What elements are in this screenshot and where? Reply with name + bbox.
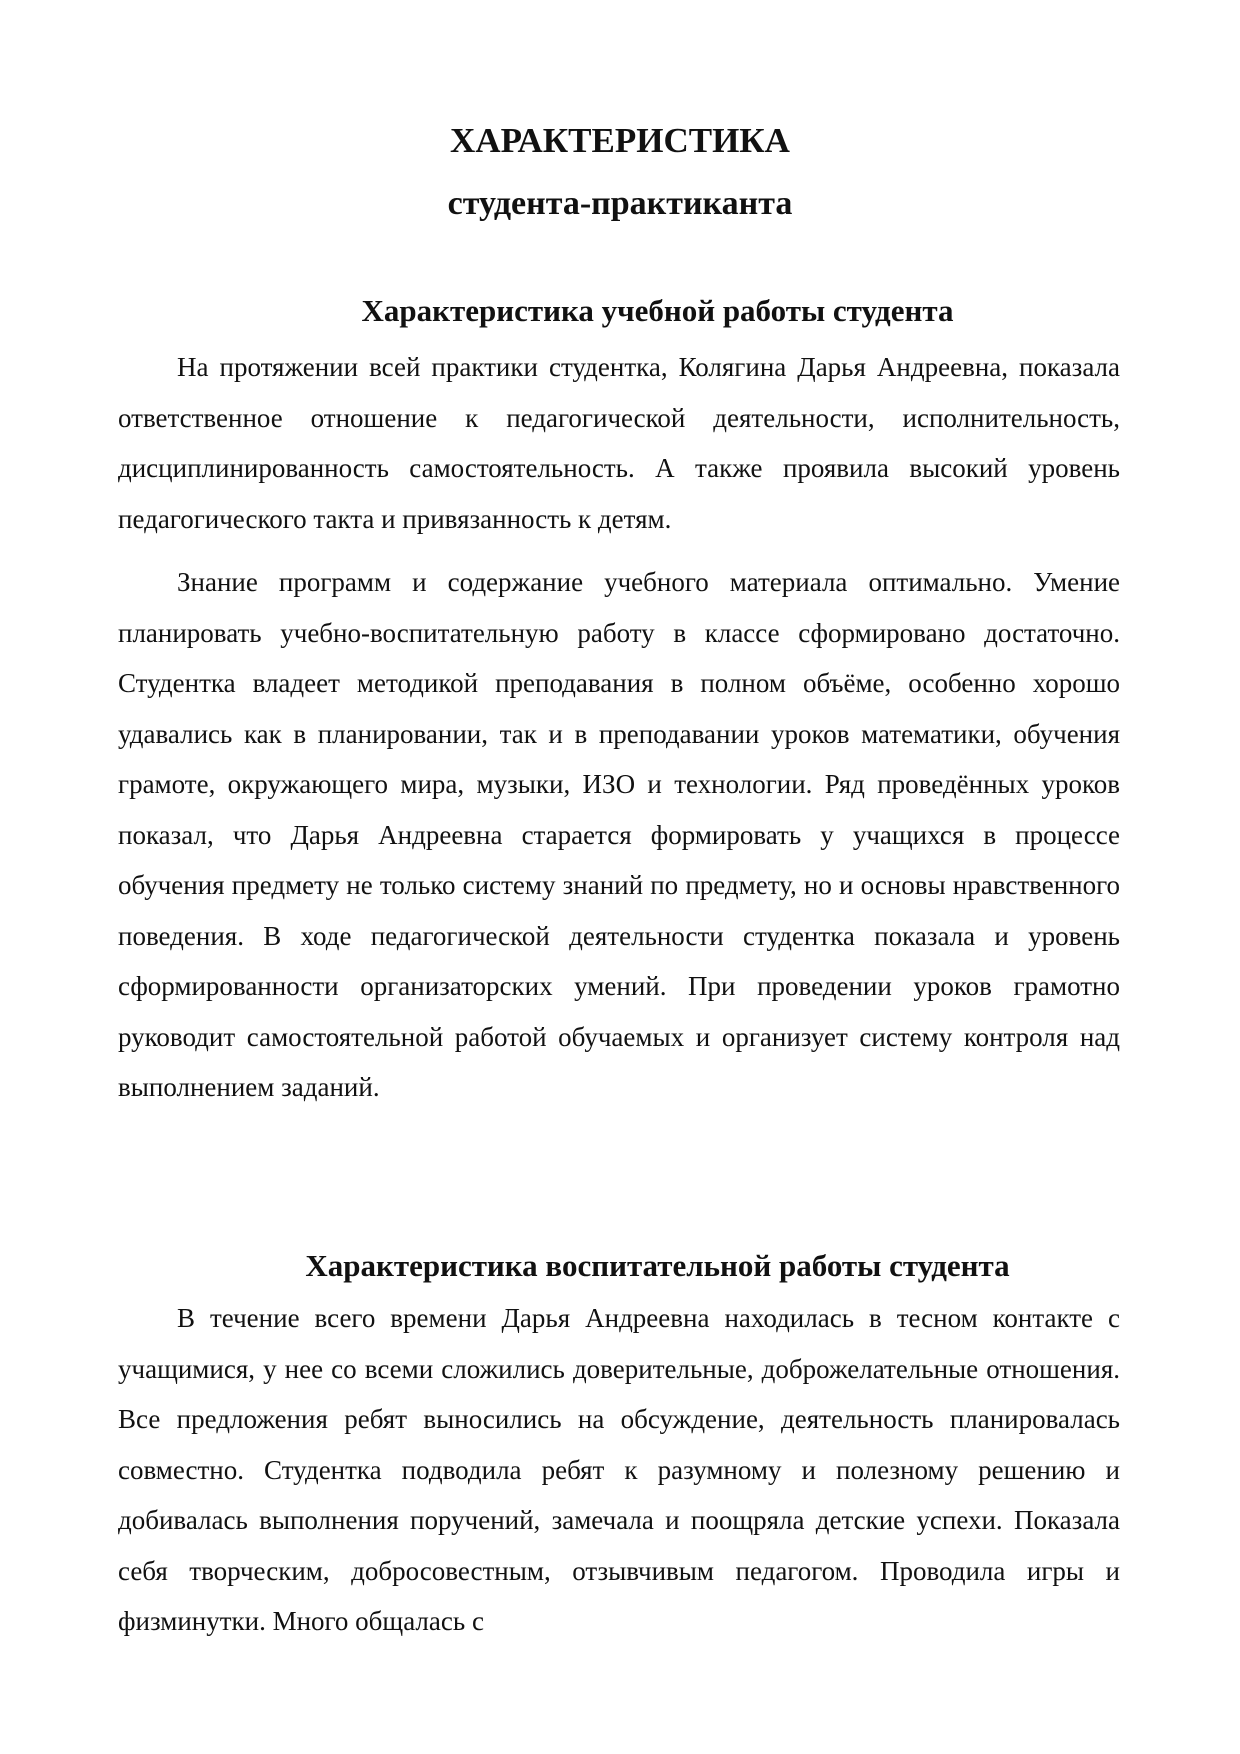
section-heading-study: Характеристика учебной работы студента (361, 293, 954, 328)
document-title: ХАРАКТЕРИСТИКА (450, 121, 790, 160)
paragraph-study-2: Знание программ и содержание учебного материала оптимально. Умение планировать учебно-воспитательную работу в классе сформировано достаточно. Студентка владеет методикой преподавания в полном объёме, особенно хорошо удавались как в планировании, так и в преподавании уроков математики, обучения грамоте, окружающего мира, музыки, ИЗО и технологии. Ряд проведённых уроков показал, что Дарья Андреевна старается формировать у учащихся в процессе обучения предмету не только систему знаний по предмету, но и основы нравственного поведения. В ходе педагогической деятельности студентка показала и уровень сформированности организаторских умений. При проведении уроков грамотно руководит самостоятельной работой обучаемых и организует систему контроля над выполнением заданий. (118, 567, 1120, 1102)
paragraph-education-1: В течение всего времени Дарья Андреевна находилась в тесном контакте с учащимися, у нее со всеми сложились доверительные, доброжелательные отношения. Все предложения ребят выносились на обсуждение, деятельность планировалась совместно. Студентка подводила ребят к разумному и полезному решению и добивалась выполнения поручений, замечала и поощряла детские успехи. Показала себя творческим, добросовестным, отзывчивым педагогом. Проводила игры и физминутки. Много общалась с (118, 1303, 1120, 1636)
document-subtitle: студента-практиканта (447, 185, 793, 222)
section-heading-education: Характеристика воспитательной работы студента (305, 1248, 1010, 1283)
paragraph-study-1: На протяжении всей практики студентка, Колягина Дарья Андреевна, показала ответственное отношение к педагогической деятельности, исполнительность, дисциплинированность самостоятельность. А также проявила высокий уровень педагогического такта и привязанность к детям. (118, 352, 1120, 534)
